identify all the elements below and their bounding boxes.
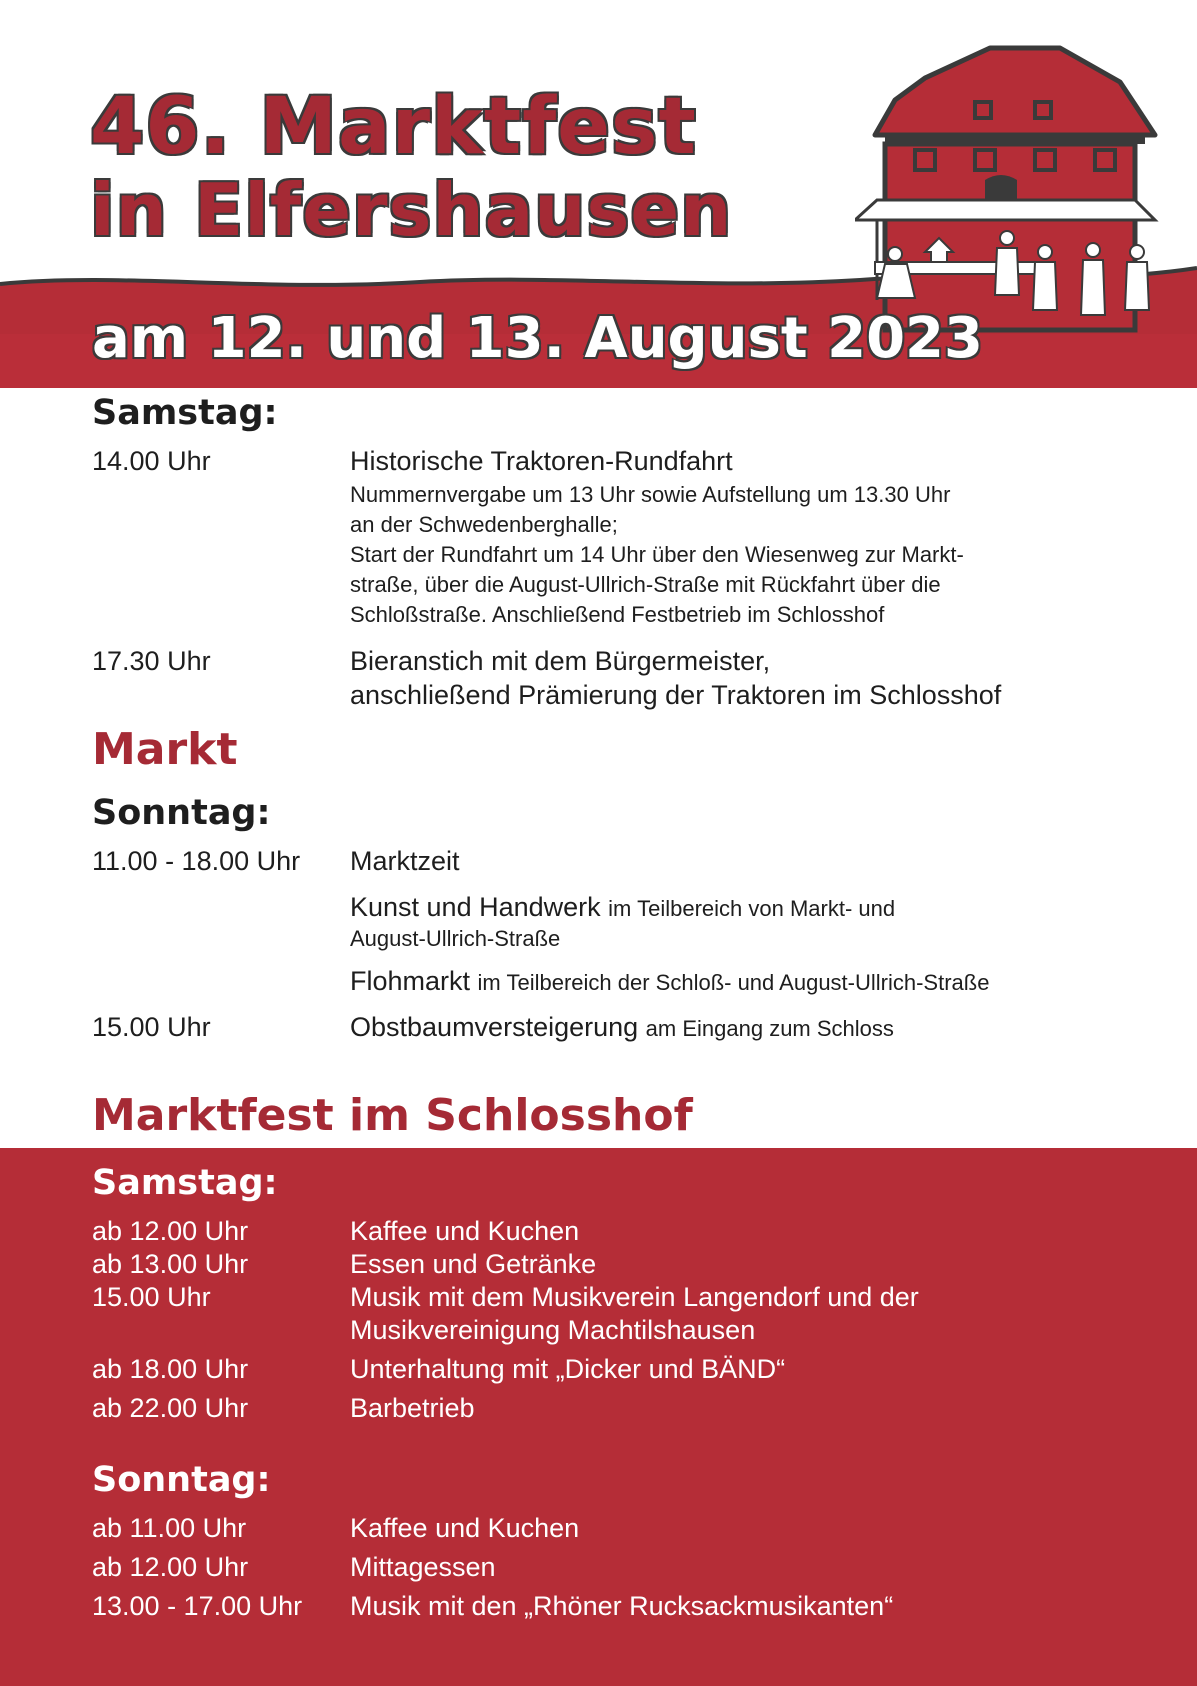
event-text: Bieranstich mit dem Bürgermeister, xyxy=(350,646,771,676)
event-title: Obstbaumversteigerung xyxy=(350,1012,639,1042)
section-heading-schlosshof: Marktfest im Schlosshof xyxy=(92,1090,693,1141)
event-time: 17.30 Uhr xyxy=(92,646,211,676)
detail-line: Start der Rundfahrt um 14 Uhr über den Wiesenweg zur Markt- xyxy=(350,542,964,567)
event-time: ab 12.00 Uhr xyxy=(92,1216,249,1246)
event-time: 13.00 - 17.00 Uhr xyxy=(92,1591,303,1621)
event-date: am 12. und 13. August 2023 xyxy=(92,306,983,371)
event-title: Historische Traktoren-Rundfahrt xyxy=(350,446,733,476)
event-text: Unterhaltung mit „Dicker und BÄND“ xyxy=(350,1354,786,1384)
event-text: anschließend Prämierung der Traktoren im Schlosshof xyxy=(350,680,1002,710)
event-time: 11.00 - 18.00 Uhr xyxy=(92,846,301,876)
event-text: Kaffee und Kuchen xyxy=(350,1216,580,1246)
event-time: 15.00 Uhr xyxy=(92,1012,211,1042)
event-text: Essen und Getränke xyxy=(350,1249,597,1279)
event-detail: im Teilbereich der Schloß- und August-Ullrich-Straße xyxy=(477,970,990,995)
detail-line: an der Schwedenberghalle; xyxy=(350,512,618,537)
event-time: 15.00 Uhr xyxy=(92,1282,211,1312)
event-title: Flohmarkt xyxy=(350,966,471,996)
event-time: ab 12.00 Uhr xyxy=(92,1552,249,1582)
event-title: Marktzeit xyxy=(350,846,460,876)
event-detail: im Teilbereich von Markt- und xyxy=(608,896,896,921)
detail-line: Nummernvergabe um 13 Uhr sowie Aufstellung um 13.30 Uhr xyxy=(350,482,951,507)
event-title: Kunst und Handwerk xyxy=(350,892,601,922)
event-text: Kaffee und Kuchen xyxy=(350,1513,580,1543)
event-time: ab 22.00 Uhr xyxy=(92,1393,249,1423)
event-time: ab 18.00 Uhr xyxy=(92,1354,249,1384)
event-text: Musikvereinigung Machtilshausen xyxy=(350,1315,756,1345)
event-entry xyxy=(350,892,895,923)
event-text: Musik mit dem Musikverein Langendorf und der xyxy=(350,1282,919,1312)
event-text: Mittagessen xyxy=(350,1552,496,1582)
section-heading-markt: Markt xyxy=(92,724,238,775)
event-details xyxy=(350,480,964,630)
event-time: ab 13.00 Uhr xyxy=(92,1249,249,1279)
event-detail: am Eingang zum Schloss xyxy=(645,1016,894,1041)
detail-line: Schloßstraße. Anschließend Festbetrieb im Schlosshof xyxy=(350,602,885,627)
title-line-1: 46. Marktfest xyxy=(90,82,697,172)
day-heading-sonntag: Sonntag: xyxy=(92,793,271,833)
event-text: Barbetrieb xyxy=(350,1393,475,1423)
event-entry xyxy=(350,1012,894,1043)
event-text: Musik mit den „Rhöner Rucksackmusikanten“ xyxy=(350,1591,894,1621)
title-line-2: in Elfershausen xyxy=(90,168,733,252)
event-time: 14.00 Uhr xyxy=(92,446,211,476)
event-time: ab 11.00 Uhr xyxy=(92,1513,247,1543)
event-detail: August-Ullrich-Straße xyxy=(350,926,561,951)
detail-line: straße, über die August-Ullrich-Straße mit Rückfahrt über die xyxy=(350,572,941,597)
day-heading-samstag: Samstag: xyxy=(92,393,278,433)
castle-market-stall-icon xyxy=(855,40,1165,340)
day-heading-samstag: Samstag: xyxy=(92,1163,278,1203)
event-entry xyxy=(350,966,989,997)
day-heading-sonntag: Sonntag: xyxy=(92,1460,271,1500)
